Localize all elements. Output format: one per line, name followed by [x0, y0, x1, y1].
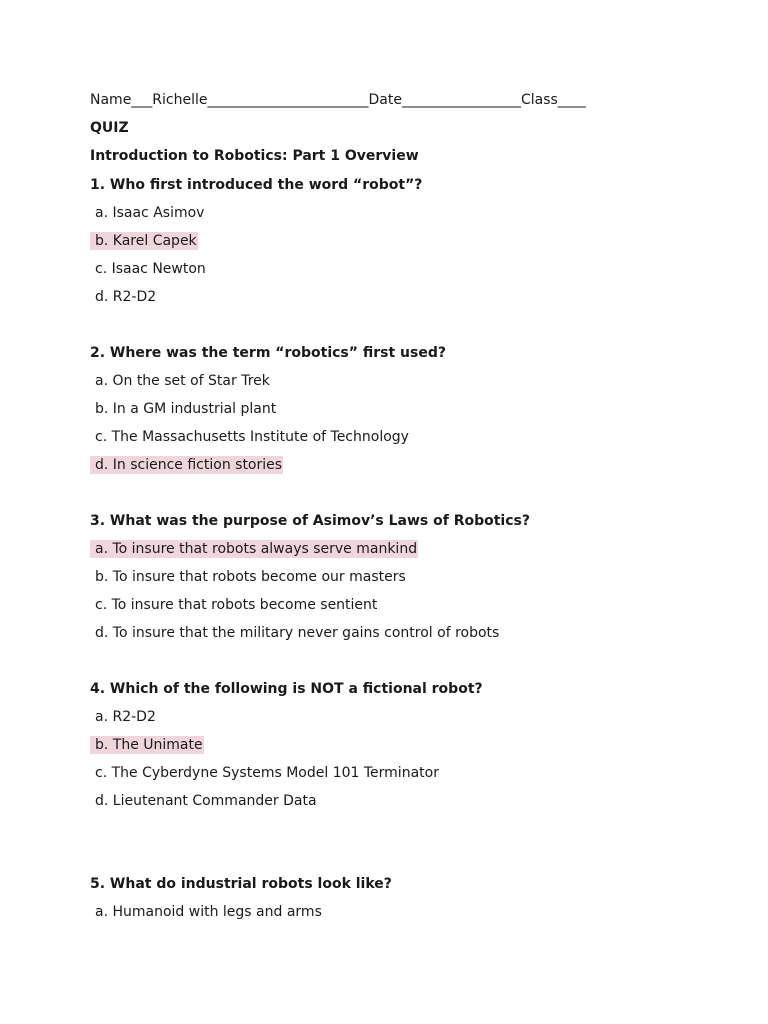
- question-3: 3. What was the purpose of Asimov’s Laws of Robotics?: [90, 513, 530, 529]
- question-4-option-c: c. The Cyberdyne Systems Model 101 Terminator: [95, 765, 439, 781]
- question-1-option-d: d. R2-D2: [95, 289, 157, 305]
- quiz-subtitle: Introduction to Robotics: Part 1 Overview: [90, 148, 419, 164]
- question-2-option-d: d. In science fiction stories: [90, 456, 283, 474]
- name-date-class-line: Name___Richelle_______________________Date_________________Class____: [90, 92, 586, 108]
- question-3-option-b: b. To insure that robots become our masters: [95, 569, 406, 585]
- question-4-option-a: a. R2-D2: [95, 709, 156, 725]
- question-3-option-a: a. To insure that robots always serve mankind: [90, 540, 418, 558]
- question-2-option-c: c. The Massachusetts Institute of Technology: [95, 429, 409, 445]
- question-5: 5. What do industrial robots look like?: [90, 876, 392, 892]
- question-2-option-a: a. On the set of Star Trek: [95, 373, 270, 389]
- quiz-label: QUIZ: [90, 120, 129, 136]
- question-5-option-a: a. Humanoid with legs and arms: [95, 904, 322, 920]
- question-1: 1. Who first introduced the word “robot”?: [90, 177, 423, 193]
- question-4-option-d: d. Lieutenant Commander Data: [95, 793, 317, 809]
- question-4: 4. Which of the following is NOT a fictional robot?: [90, 681, 483, 697]
- question-2: 2. Where was the term “robotics” first used?: [90, 345, 446, 361]
- question-2-option-b: b. In a GM industrial plant: [95, 401, 277, 417]
- question-3-option-c: c. To insure that robots become sentient: [95, 597, 378, 613]
- question-1-option-c: c. Isaac Newton: [95, 261, 206, 277]
- question-4-option-b: b. The Unimate: [90, 736, 204, 754]
- question-1-option-b: b. Karel Capek: [90, 232, 198, 250]
- question-3-option-d: d. To insure that the military never gains control of robots: [95, 625, 500, 641]
- question-1-option-a: a. Isaac Asimov: [95, 205, 205, 221]
